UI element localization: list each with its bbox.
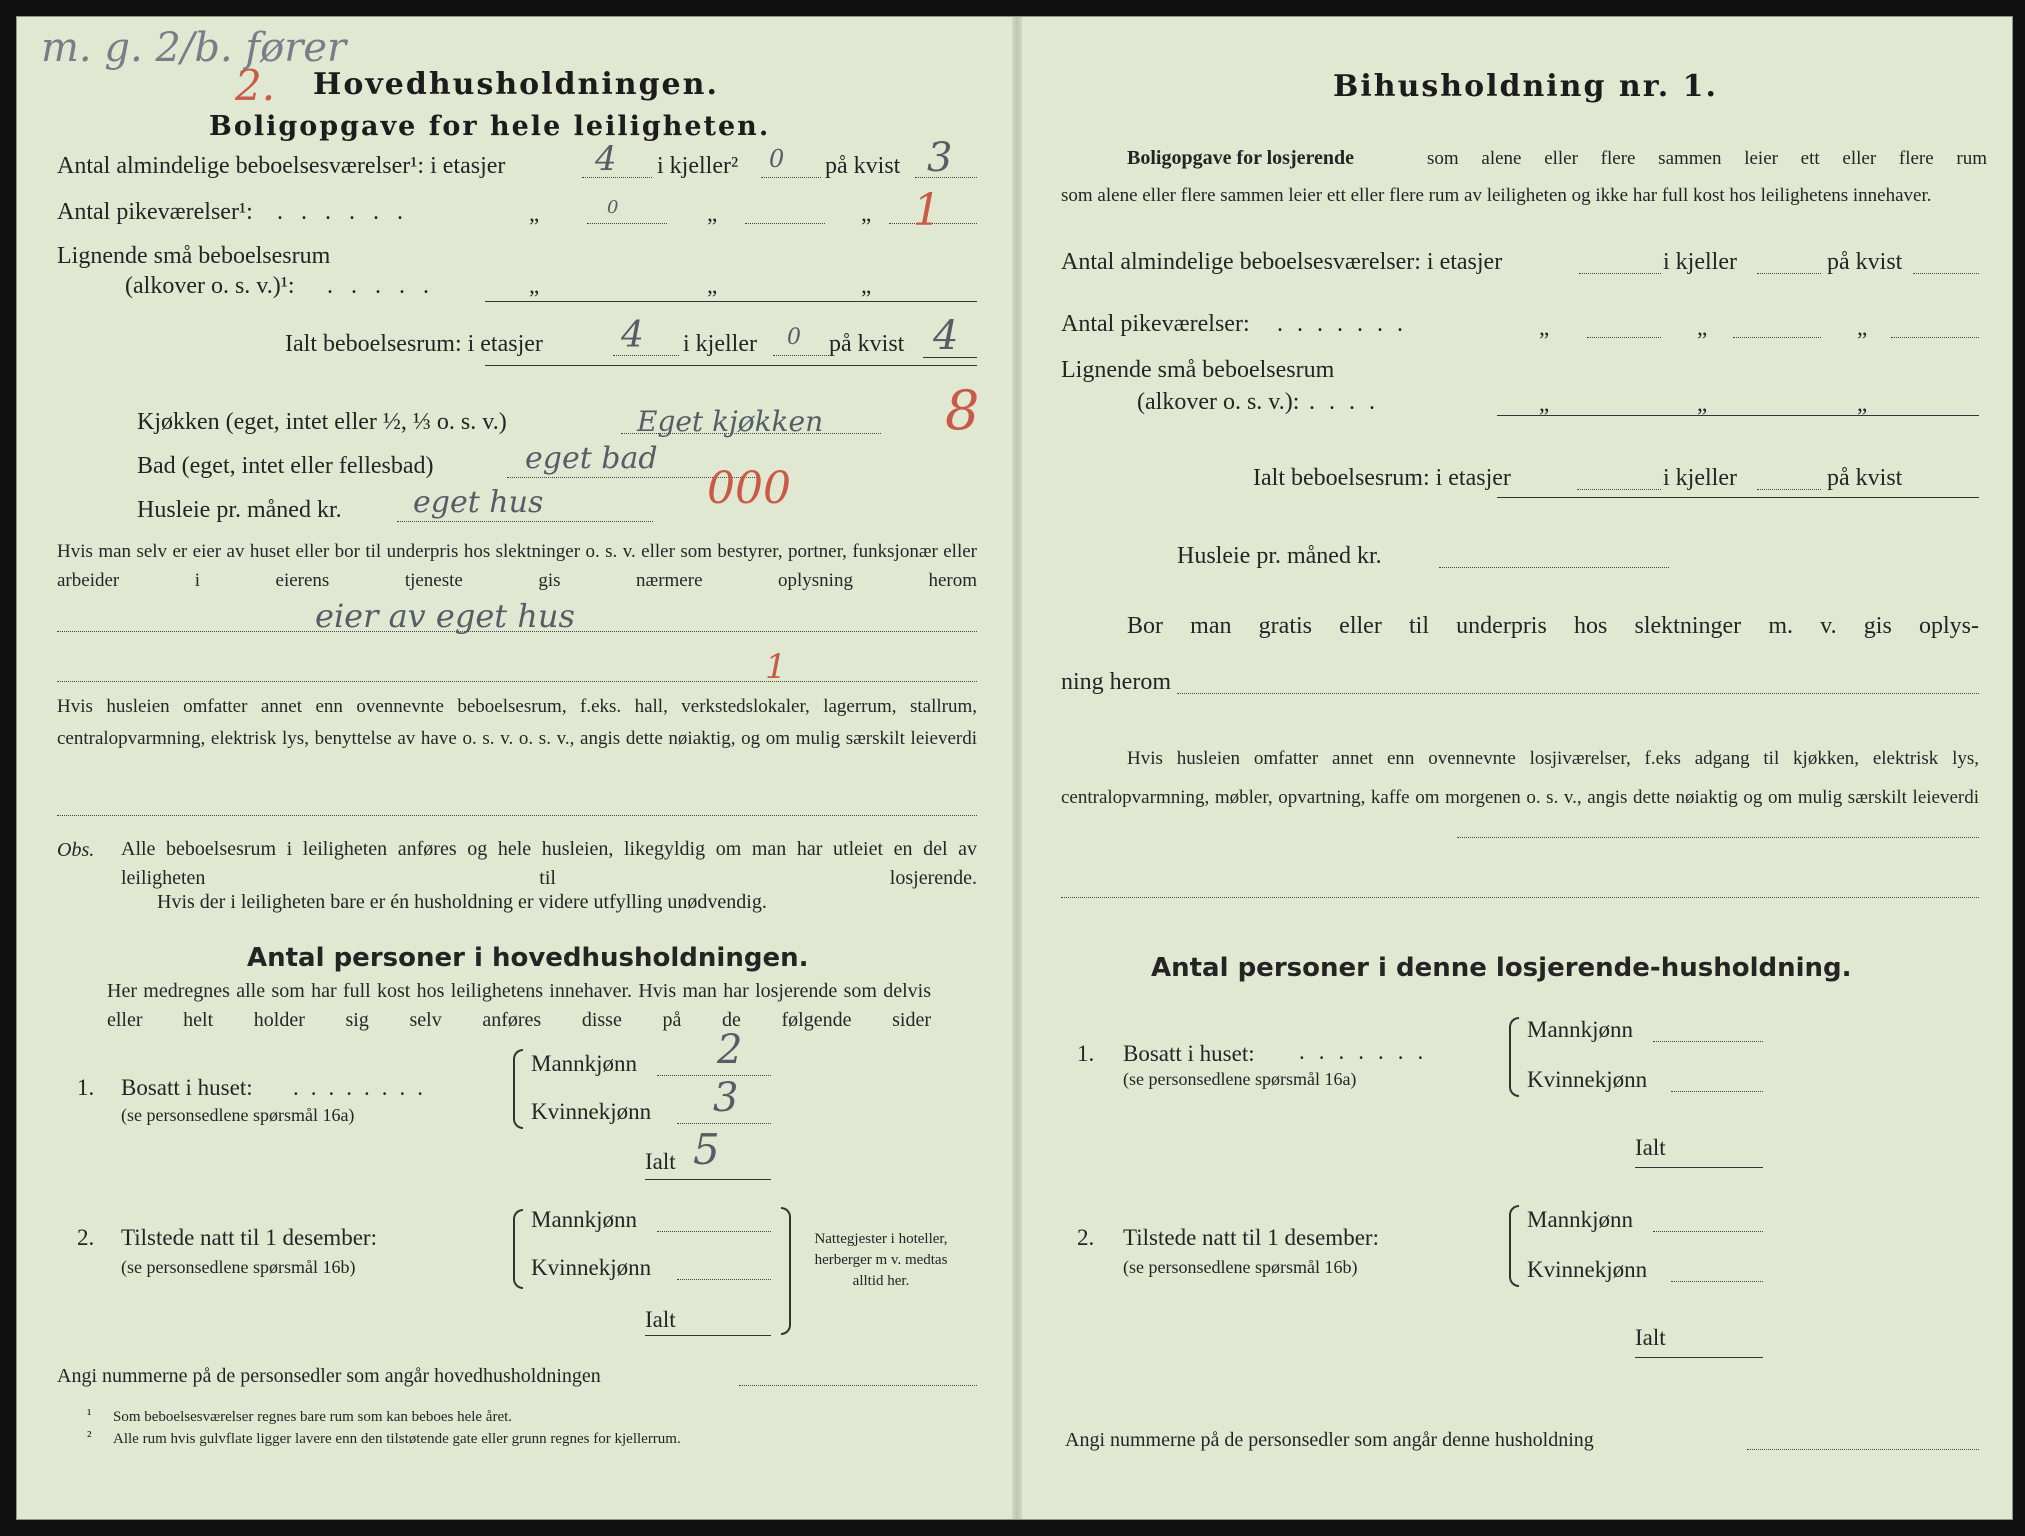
q1-ialt-label: Ialt (645, 1149, 676, 1174)
rooms-kvist-value[interactable]: 3 (927, 135, 953, 181)
nattegjester-note: Nattegjester i hoteller, herberger m v. medtas alltid her. (814, 1231, 948, 1289)
husleie-value[interactable]: eget hus (413, 485, 544, 520)
right-q2-sub: (se personsedlene spørsmål 16b) (1123, 1257, 1358, 1277)
husleie-red-value: 000 (707, 463, 791, 514)
q1-sub: (se personsedlene spørsmål 16a) (121, 1105, 355, 1125)
q1-kvinne-value[interactable]: 3 (713, 1075, 739, 1121)
total-kvist-value[interactable]: 4 (933, 313, 959, 359)
right-pike-label: Antal pikeværelser: (1061, 311, 1250, 337)
right-rooms-label: Antal almindelige beboelsesværelser: i etasjer (1061, 249, 1503, 275)
q1-mann-value[interactable]: 2 (717, 1027, 743, 1073)
right-page: Bihusholdning nr. 1. Boligopgave for losjerende som alene eller flere sammen leier ett eller flere rum som alene eller flere sammen leier ett eller flere rum av leiligheten og ikke har full kost hos leilighetens innehaver. Antal almindelige beboelsesværelser: i etasjer i kjeller på kvist Antal pikeværelser: ....... „ „ „ Lignende små beboelsesrum (alkover o. s. v.): .... „ „ „ Ialt beboelsesrum: i etasjer i kjeller på kvist Husleie pr. måned kr. Bor man gratis eller til underpris hos slektninger m. v. gis oplys- ning herom Hvis husleien omfatter annet enn ovennevnte losjiværelser, f.eks adgang til kjøkken, elektrisk lys, centralopvarmning, møbler, opvartning, kaffe om morgenen o. s. v., angis dette nøiaktig og om mulig særskilt leieverdi Antal personer i denne losjerende-husholdning. 1. Bosatt i huset: ....... (se personsedlene spørsmål 16a) Mannkjønn Kvinnekjønn Ialt 2. Tilstede natt til 1 desember: (se personsedlene spørsmål 16b) Mannkjønn Kvinnekjønn Ialt Angi nummerne på de personsedler som angår denne husholdning (1061, 69, 1987, 1451)
total-etasjer-value[interactable]: 4 (621, 315, 644, 356)
footnote-2: Alle rum hvis gulvflate ligger lavere enn den tilstøtende gate eller grunn regnes for kjellerrum. (113, 1431, 681, 1447)
rooms-etasjer-value[interactable]: 4 (595, 139, 617, 179)
handwritten-household-number: 2. (235, 61, 276, 110)
right-alkover-label-1: Lignende små beboelsesrum (1061, 357, 1335, 383)
bad-value[interactable]: eget bad (525, 441, 658, 476)
right-title: Bihusholdning nr. 1. (1333, 69, 1718, 104)
q1-label: Bosatt i huset: (121, 1075, 253, 1100)
right-total-label: Ialt beboelsesrum: i etasjer (1253, 465, 1511, 491)
kjokken-value[interactable]: Eget kjøkken (637, 405, 824, 438)
eier-instructions: Hvis man selv er eier av huset eller bor til underpris hos slektninger o. s. v. eller som bestyrer, portner, funksjonær eller arbeider i eierens tjeneste gis nærmere oplysning herom (57, 541, 977, 591)
right-intro-bold: Boligopgave for losjerende (1127, 147, 1355, 169)
right-gratis-text-2: ning herom (1061, 669, 1171, 695)
kjokken-label: Kjøkken (eget, intet eller ½, ⅓ o. s. v.) (137, 409, 507, 435)
obs-text-2: Hvis der i leiligheten bare er én husholdning er videre utfylling unødvendig. (157, 891, 767, 913)
alkover-label-1: Lignende små beboelsesrum (57, 243, 331, 269)
rooms-label: Antal almindelige beboelsesværelser¹: i etasjer (57, 153, 506, 179)
page-subtitle: Boligopgave for hele leiligheten. (209, 111, 771, 142)
right-husleie-label: Husleie pr. måned kr. (1177, 543, 1382, 569)
footnote-1: Som beboelsesværelser regnes bare rum som kan beboes hele året. (113, 1409, 513, 1425)
q2-label: Tilstede natt til 1 desember: (121, 1225, 377, 1250)
census-form-sheet (16, 16, 2013, 1520)
pike-kjeller-value[interactable]: 0 (607, 197, 619, 218)
omfatter-instructions: Hvis husleien omfatter annet enn ovennevnte beboelsesrum, f.eks. hall, verkstedslokaler, lagerrum, stallrum, centralopvarmning, elektrisk lys, benyttelse av have o. s. v. o. s. v., angis dette nøiaktig, og om mulig særskilt leieverdi (57, 696, 977, 749)
right-alkover-label-2: (alkover o. s. v.): (1137, 389, 1300, 415)
pike-kvist-value[interactable]: 1 (913, 185, 941, 236)
personer-title: Antal personer i hovedhusholdningen. (247, 943, 809, 973)
right-q2-label: Tilstede natt til 1 desember: (1123, 1225, 1379, 1250)
angi-label: Angi nummerne på de personsedler som angår hovedhusholdningen (57, 1365, 601, 1387)
right-gratis-text: Bor man gratis eller til underpris hos slektninger m. v. gis oplys- (1127, 613, 1979, 639)
right-intro-text: som alene eller flere sammen leier ett eller flere rum av leiligheten og ikke har full kost hos leilighetens innehaver. (1061, 185, 1932, 206)
right-q1-label: Bosatt i huset: (1123, 1041, 1255, 1066)
red-mark: 1 (765, 647, 787, 687)
q1-mann-label: Mannkjønn (531, 1051, 638, 1076)
right-angi-label: Angi nummerne på de personsedler som angår denne husholdning (1065, 1429, 1594, 1451)
q2-sub: (se personsedlene spørsmål 16b) (121, 1257, 356, 1277)
eier-value[interactable]: eier av eget hus (315, 597, 575, 635)
total-kjeller-value[interactable]: 0 (787, 325, 801, 350)
corner-handwritten-note: m. g. 2/b. fører (41, 25, 347, 71)
obs-label: Obs. (57, 839, 95, 861)
red-total-note: 8 (945, 379, 980, 442)
husleie-label: Husleie pr. måned kr. (137, 497, 342, 523)
left-page: m. g. 2/b. fører 2. Hovedhusholdningen. Boligopgave for hele leiligheten. Antal almindelige beboelsesværelser¹: i etasjer 4 i kjeller² 0 på kvist 3 Antal pikeværelser¹: ...... „ 0 „ „ 1 Lignende små beboelsesrum (alkover o. s. v.)¹: ..... „ „ „ Ialt beboelsesrum: i etasjer 4 i kjeller 0 på kvist 4 8 Kjøkken (eget, intet eller ½, ⅓ o. s. v.) Eget kjøkken Bad (eget, intet eller fellesbad) eget bad Husleie pr. måned kr. eget hus 000 Hvis man selv er eier av huset eller bor til underpris hos slektninger o. s. v. eller som bestyrer, portner, funksjonær eller arbeider i eierens tjeneste gis nærmere oplysning herom eier av eget hus 1 Hvis husleien omfatter annet enn ovennevnte beboelsesrum, f.eks. hall, verkstedslokaler, lagerrum, stallrum, centralopvarmning, elektrisk lys, benyttelse av have o. s. v. o. s. v., angis dette nøiaktig, og om mulig særskilt leieverdi Obs. Alle beboelsesrum i leiligheten anføres og hele husleien, likegyldig om man har utleiet en del av leiligheten til losjerende. Hvis der i leiligheten bare er én husholdning er videre utfylling unødvendig. Antal personer i hovedhusholdningen. Her medregnes alle som har full kost hos leilighetens innehaver. Hvis man har losjerende som delvis eller helt holder sig selv anføres disse på de følgende sider 1. Bosatt i huset: ........ (se personsedlene spørsmål 16a) Mannkjønn 2 Kvinnekjønn 3 Ialt 5 2. Tilstede natt til 1 desember: (se personsedlene spørsmål 16b) Mannkjønn Kvinnekjønn Ialt Nattegjester i hoteller, herberger m v. medtas alltid her. Angi nummerne på de personsedler som angår hovedhusholdningen ¹ Som beboelsesværelser regnes bare rum som kan beboes hele året. ² Alle rum hvis gulvflate ligger lavere enn den tilstøtende gate eller grunn regnes for kjellerrum. (41, 25, 980, 1447)
obs-text: Alle beboelsesrum i leiligheten anføres og hele husleien, likegyldig om man har utleiet en del av leiligheten til losjerende. (121, 838, 977, 889)
kvist-label: på kvist (825, 153, 901, 179)
q1-kvinne-label: Kvinnekjønn (531, 1099, 652, 1124)
q1-ialt-value[interactable]: 5 (693, 1125, 720, 1174)
bad-label: Bad (eget, intet eller fellesbad) (137, 453, 434, 479)
page-fold (1012, 17, 1022, 1519)
right-omfatter-instructions: Hvis husleien omfatter annet enn ovennevnte losjiværelser, f.eks adgang til kjøkken, elektrisk lys, centralopvarmning, møbler, opvartning, kaffe om morgenen o. s. v., angis dette nøiaktig og om mulig særskilt leieverdi (1061, 748, 1979, 808)
right-personer-title: Antal personer i denne losjerende-husholdning. (1151, 953, 1852, 983)
total-rooms-label: Ialt beboelsesrum: i etasjer (285, 331, 543, 357)
page-title: Hovedhusholdningen. (313, 67, 719, 102)
personer-text: Her medregnes alle som har full kost hos leilighetens innehaver. Hvis man har losjerende som delvis eller helt holder sig selv anføres disse på de følgende sider (107, 980, 931, 1031)
alkover-label-2: (alkover o. s. v.)¹: (125, 273, 295, 299)
right-q1-sub: (se personsedlene spørsmål 16a) (1123, 1069, 1357, 1089)
pikevaerelser-label: Antal pikeværelser¹: (57, 199, 253, 225)
rooms-kjeller-value[interactable]: 0 (769, 145, 785, 173)
kjeller-label: i kjeller² (657, 153, 739, 179)
